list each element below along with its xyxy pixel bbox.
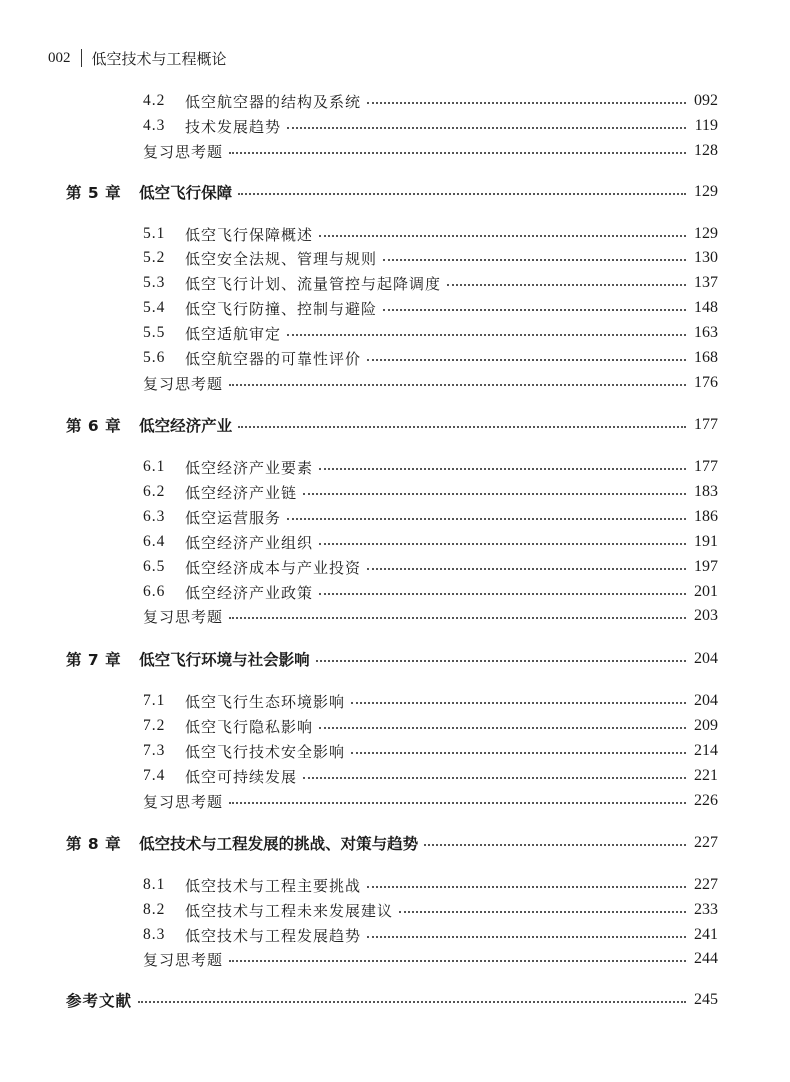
toc-references-entry[interactable] <box>66 988 718 1012</box>
toc-review-entry[interactable] <box>143 789 718 813</box>
page-number: 197 <box>694 558 718 575</box>
page-number: 226 <box>694 792 718 809</box>
page-number: 227 <box>694 876 718 893</box>
leader-dots <box>238 426 686 428</box>
section-title: 低空经济产业组织 <box>185 533 314 552</box>
page-number: 177 <box>694 458 718 475</box>
leader-dots <box>287 127 686 129</box>
leader-dots <box>238 193 686 195</box>
leader-dots <box>399 911 686 913</box>
toc-section-entry[interactable] <box>143 296 718 320</box>
section-title: 低空飞行隐私影响 <box>185 717 314 736</box>
section-title: 低空飞行计划、流量管控与起降调度 <box>185 274 442 293</box>
leader-dots <box>383 309 686 311</box>
page-number: 119 <box>694 117 718 134</box>
page-number: 183 <box>694 483 718 500</box>
section-number: 7.1 <box>143 692 166 709</box>
section-number: 7.4 <box>143 767 166 784</box>
section-title: 低空飞行技术安全影响 <box>185 742 346 761</box>
header-page-number: 002 <box>48 49 71 66</box>
header-book-title: 低空技术与工程概论 <box>91 49 227 68</box>
section-number: 7.3 <box>143 742 166 759</box>
page-number: 191 <box>694 533 718 550</box>
section-number: 6.2 <box>143 483 166 500</box>
leader-dots <box>287 334 686 336</box>
toc-section-entry[interactable] <box>143 530 718 554</box>
chapter-label: 第 7 章 <box>66 651 122 669</box>
page-number: 168 <box>694 349 718 366</box>
leader-dots <box>229 802 686 804</box>
toc-section-entry[interactable] <box>143 455 718 479</box>
leader-dots <box>303 777 686 779</box>
toc-section-entry[interactable] <box>143 114 718 138</box>
toc-section-entry[interactable] <box>143 739 718 763</box>
chapter-label: 第 5 章 <box>66 184 122 202</box>
section-number: 5.5 <box>143 324 166 341</box>
leader-dots <box>367 102 686 104</box>
page-number: 148 <box>694 299 718 316</box>
leader-dots <box>303 493 686 495</box>
toc-section-entry[interactable] <box>143 346 718 370</box>
section-number: 8.3 <box>143 926 166 943</box>
leader-dots <box>367 936 686 938</box>
section-number: 7.2 <box>143 717 166 734</box>
chapter-label: 第 8 章 <box>66 835 122 853</box>
page-number: 227 <box>694 834 718 851</box>
page-number: 244 <box>694 950 718 967</box>
leader-dots <box>319 468 686 470</box>
review-title: 复习思考题 <box>143 374 224 393</box>
page-number: 092 <box>694 92 718 109</box>
page-number: 137 <box>694 274 718 291</box>
page-number: 186 <box>694 508 718 525</box>
leader-dots <box>351 752 686 754</box>
leader-dots <box>138 1001 686 1003</box>
page-number: 163 <box>694 324 718 341</box>
section-title: 低空经济产业政策 <box>185 583 314 602</box>
toc-chapter-entry[interactable] <box>66 647 718 671</box>
section-title: 低空飞行生态环境影响 <box>185 692 346 711</box>
toc-section-entry[interactable] <box>143 222 718 246</box>
toc-review-entry[interactable] <box>143 947 718 971</box>
section-number: 8.1 <box>143 876 166 893</box>
leader-dots <box>383 259 686 261</box>
section-number: 6.1 <box>143 458 166 475</box>
leader-dots <box>229 152 686 154</box>
page-number: 201 <box>694 583 718 600</box>
page-number: 129 <box>694 183 718 200</box>
toc-section-entry[interactable] <box>143 689 718 713</box>
page-number: 128 <box>694 142 718 159</box>
leader-dots <box>367 359 686 361</box>
section-title: 低空运营服务 <box>185 508 282 527</box>
toc-section-entry[interactable] <box>143 764 718 788</box>
section-number: 5.1 <box>143 225 166 242</box>
toc-section-entry[interactable] <box>143 580 718 604</box>
toc-section-entry[interactable] <box>143 89 718 113</box>
section-title: 低空航空器的可靠性评价 <box>185 349 362 368</box>
toc-review-entry[interactable] <box>143 371 718 395</box>
review-title: 复习思考题 <box>143 950 224 969</box>
section-number: 4.3 <box>143 117 166 134</box>
section-title: 技术发展趋势 <box>185 117 282 136</box>
page-number: 203 <box>694 607 718 624</box>
section-number: 5.3 <box>143 274 166 291</box>
leader-dots <box>424 844 686 846</box>
page-number: 209 <box>694 717 718 734</box>
toc-section-entry[interactable] <box>143 555 718 579</box>
leader-dots <box>316 660 686 662</box>
section-title: 低空飞行保障概述 <box>185 225 314 244</box>
leader-dots <box>229 384 686 386</box>
section-title: 低空可持续发展 <box>185 767 298 786</box>
toc-section-entry[interactable] <box>143 321 718 345</box>
toc-section-entry[interactable] <box>143 505 718 529</box>
chapter-label: 第 6 章 <box>66 417 122 435</box>
toc-section-entry[interactable] <box>143 480 718 504</box>
section-number: 5.6 <box>143 349 166 366</box>
review-title: 复习思考题 <box>143 607 224 626</box>
section-number: 6.6 <box>143 583 166 600</box>
page-number: 233 <box>694 901 718 918</box>
page-number: 129 <box>694 225 718 242</box>
leader-dots <box>319 235 686 237</box>
section-title: 低空技术与工程发展趋势 <box>185 926 362 945</box>
page-number: 177 <box>694 416 718 433</box>
leader-dots <box>319 593 686 595</box>
leader-dots <box>447 284 686 286</box>
section-number: 6.3 <box>143 508 166 525</box>
leader-dots <box>367 568 686 570</box>
toc-section-entry[interactable] <box>143 246 718 270</box>
page-number: 245 <box>694 991 718 1008</box>
section-title: 低空适航审定 <box>185 324 282 343</box>
leader-dots <box>319 543 686 545</box>
toc-review-entry[interactable] <box>143 604 718 628</box>
section-title: 低空技术与工程未来发展建议 <box>185 901 394 920</box>
chapter-title: 低空飞行环境与社会影响 <box>139 651 310 669</box>
section-number: 6.4 <box>143 533 166 550</box>
section-number: 4.2 <box>143 92 166 109</box>
running-header <box>48 44 748 72</box>
leader-dots <box>229 617 686 619</box>
chapter-title: 低空经济产业 <box>139 417 233 435</box>
section-number: 5.4 <box>143 299 166 316</box>
section-number: 6.5 <box>143 558 166 575</box>
leader-dots <box>229 960 686 962</box>
leader-dots <box>319 727 686 729</box>
toc-section-entry[interactable] <box>143 873 718 897</box>
header-divider <box>81 49 82 67</box>
page-number: 214 <box>694 742 718 759</box>
leader-dots <box>287 518 686 520</box>
toc-chapter-entry[interactable] <box>66 831 718 855</box>
page-number: 130 <box>694 249 718 266</box>
section-title: 低空技术与工程主要挑战 <box>185 876 362 895</box>
leader-dots <box>351 702 686 704</box>
toc-review-entry[interactable] <box>143 139 718 163</box>
section-title: 低空经济产业链 <box>185 483 298 502</box>
toc-section-entry[interactable] <box>143 923 718 947</box>
section-title: 低空航空器的结构及系统 <box>185 92 362 111</box>
review-title: 复习思考题 <box>143 142 224 161</box>
page-number: 204 <box>694 692 718 709</box>
page-number: 221 <box>694 767 718 784</box>
review-title: 复习思考题 <box>143 792 224 811</box>
chapter-title: 低空飞行保障 <box>139 184 233 202</box>
toc-chapter-entry[interactable] <box>66 180 718 204</box>
chapter-title: 低空技术与工程发展的挑战、对策与趋势 <box>139 835 419 853</box>
references-title: 参考文献 <box>66 992 133 1010</box>
section-number: 5.2 <box>143 249 166 266</box>
section-number: 8.2 <box>143 901 166 918</box>
toc-chapter-entry[interactable] <box>66 413 718 437</box>
section-title: 低空经济产业要素 <box>185 458 314 477</box>
toc-section-entry[interactable] <box>143 898 718 922</box>
page-number: 241 <box>694 926 718 943</box>
section-title: 低空飞行防撞、控制与避险 <box>185 299 378 318</box>
leader-dots <box>367 886 686 888</box>
page-number: 204 <box>694 650 718 667</box>
toc-section-entry[interactable] <box>143 714 718 738</box>
toc-section-entry[interactable] <box>143 271 718 295</box>
section-title: 低空经济成本与产业投资 <box>185 558 362 577</box>
section-title: 低空安全法规、管理与规则 <box>185 249 378 268</box>
page-number: 176 <box>694 374 718 391</box>
